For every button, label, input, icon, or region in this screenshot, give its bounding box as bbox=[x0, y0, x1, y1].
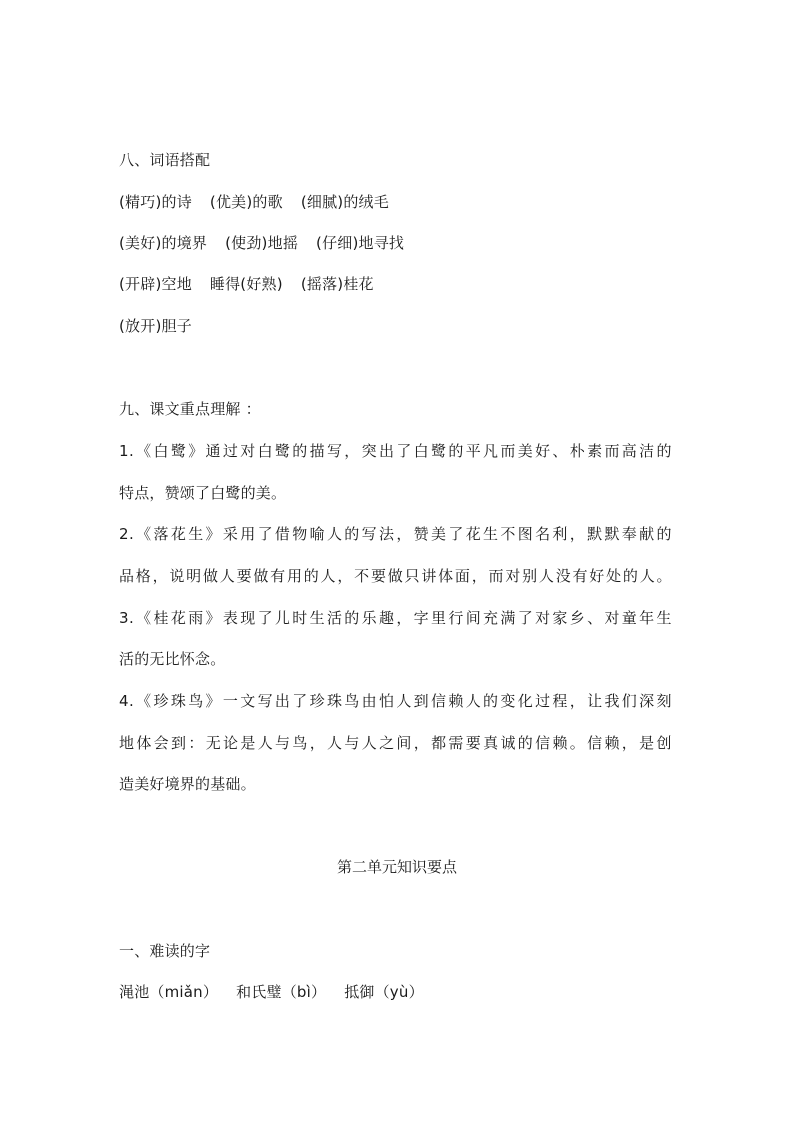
section-1-heading: 一、难读的字 bbox=[119, 942, 211, 960]
word-pair: (精巧)的诗 bbox=[119, 193, 192, 211]
pronunciation-row bbox=[119, 982, 424, 1002]
word-pair: (优美)的歌 bbox=[209, 193, 283, 211]
paragraph-line: 造美好境界的基础。 bbox=[119, 775, 256, 793]
word-pair-row bbox=[119, 192, 389, 212]
unit-title: 第二单元知识要点 bbox=[336, 858, 457, 876]
pronunciation-item: 抵御（yù） bbox=[344, 983, 424, 1001]
word-pair: (摇落)桂花 bbox=[300, 275, 374, 293]
word-pair: (美好)的境界 bbox=[119, 234, 208, 252]
pronunciation-item: 渑池（miǎn） bbox=[119, 983, 219, 1001]
word-pair: (放开)胆子 bbox=[119, 317, 192, 335]
word-pair: (仔细)地寻找 bbox=[316, 234, 405, 252]
paragraph-line: 品格，说明做人要做有用的人，不要做只讲体面，而对别人没有好处的人。 bbox=[119, 567, 672, 585]
word-pair: (开辟)空地 bbox=[119, 275, 192, 293]
word-pair-row bbox=[119, 274, 374, 294]
pronunciation-item: 和氏璧（bì） bbox=[236, 983, 327, 1001]
paragraph-line: 特点，赞颂了白鹭的美。 bbox=[119, 484, 287, 502]
paragraph-line: 2.《落花生》采用了借物喻人的写法，赞美了花生不图名利，默默奉献的 bbox=[119, 525, 672, 543]
paragraph-line: 4.《珍珠鸟》一文写出了珍珠鸟由怕人到信赖人的变化过程，让我们深刻 bbox=[119, 692, 672, 710]
word-pair-row bbox=[119, 233, 404, 253]
paragraph-line: 活的无比怀念。 bbox=[119, 650, 226, 668]
paragraph-line: 1.《白鹭》通过对白鹭的描写，突出了白鹭的平凡而美好、朴素而高洁的 bbox=[119, 442, 672, 460]
section-8-heading: 八、词语搭配 bbox=[119, 151, 211, 169]
word-pair: 睡得(好熟) bbox=[209, 275, 283, 293]
word-pair-row bbox=[119, 316, 192, 336]
section-9-heading: 九、课文重点理解 ： bbox=[119, 400, 261, 418]
word-pair: (细腻)的绒毛 bbox=[300, 193, 389, 211]
paragraph-line: 3.《桂花雨》表现了儿时生活的乐趣，字里行间充满了对家乡、对童年生 bbox=[119, 609, 672, 627]
paragraph-line: 地体会到：无论是人与鸟，人与人之间，都需要真诚的信赖。信赖，是创 bbox=[119, 734, 672, 752]
word-pair: (使劲)地摇 bbox=[225, 234, 299, 252]
